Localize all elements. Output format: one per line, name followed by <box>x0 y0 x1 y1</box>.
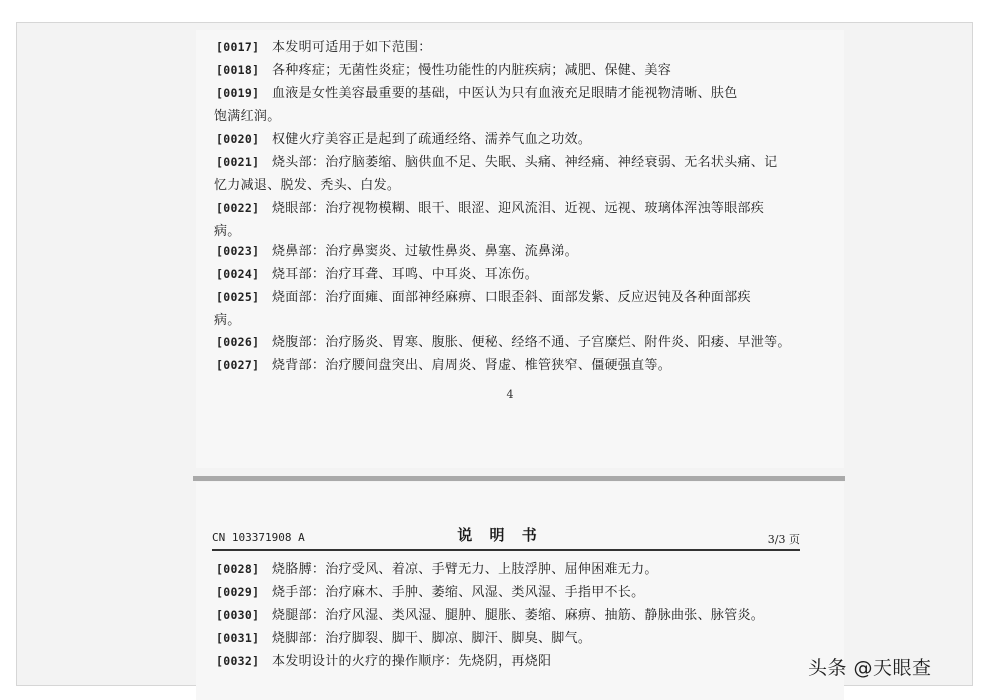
paragraph-text-continued: 病。 <box>214 224 241 239</box>
document-title: 说 明 书 <box>457 526 543 544</box>
paragraph-text: 血液是女性美容最重要的基础，中医认为只有血液充足眼睛才能视物清晰、肤色 <box>272 86 738 101</box>
paragraph-number: [0017] <box>216 40 260 54</box>
paragraph-text-continued: 病。 <box>214 313 241 328</box>
paragraph-text: 本发明可适用于如下范围： <box>272 40 432 55</box>
paragraph-0018 <box>216 59 806 82</box>
paragraph-text: 烧面部：治疗面瘫、面部神经麻痹、口眼歪斜、面部发紫、反应迟钝及各种面部疾 <box>272 290 751 305</box>
paragraph-text: 烧背部：治疗腰间盘突出、肩周炎、肾虚、椎管狭窄、僵硬强直等。 <box>272 358 672 373</box>
page-number: 4 <box>506 388 514 401</box>
paragraph-0028 <box>216 558 806 581</box>
paragraph-0021 <box>216 151 806 197</box>
paragraph-0017 <box>216 36 806 59</box>
paragraph-text: 烧眼部：治疗视物模糊、眼干、眼涩、迎风流泪、近视、远视、玻璃体浑浊等眼部疾 <box>272 201 765 216</box>
paragraph-text: 烧手部：治疗麻木、手肿、萎缩、风湿、类风湿、手指甲不长。 <box>272 585 645 600</box>
paragraph-0023 <box>216 240 806 263</box>
paragraph-number: [0025] <box>216 290 260 304</box>
paragraph-number: [0020] <box>216 132 260 146</box>
paragraph-text: 各种疼症；无菌性炎症；慢性功能性的内脏疾病；减肥、保健、美容 <box>272 63 672 78</box>
paragraph-number: [0029] <box>216 585 260 599</box>
paragraph-text: 烧鼻部：治疗鼻窦炎、过敏性鼻炎、鼻塞、流鼻涕。 <box>272 244 578 259</box>
paragraph-0019 <box>216 82 806 128</box>
paragraph-0027 <box>216 354 806 377</box>
paragraph-0024 <box>216 263 806 286</box>
paragraph-number: [0028] <box>216 562 260 576</box>
paragraph-text-continued: 忆力减退、脱发、秃头、白发。 <box>214 178 401 193</box>
paragraph-0031 <box>216 627 806 650</box>
paragraph-0030 <box>216 604 806 627</box>
publication-number: CN 103371908 A <box>212 531 305 544</box>
paragraph-text: 烧脚部：治疗脚裂、脚干、脚凉、脚汗、脚臭、脚气。 <box>272 631 592 646</box>
paragraph-number: [0019] <box>216 86 260 100</box>
paragraph-number: [0031] <box>216 631 260 645</box>
paragraph-0029 <box>216 581 806 604</box>
paragraph-number: [0021] <box>216 155 260 169</box>
paragraph-number: [0032] <box>216 654 260 668</box>
header-rule <box>212 549 800 551</box>
paragraph-number: [0022] <box>216 201 260 215</box>
paragraph-0022 <box>216 197 806 243</box>
paragraph-number: [0024] <box>216 267 260 281</box>
paragraph-number: [0023] <box>216 244 260 258</box>
paragraph-text: 权健火疗美容正是起到了疏通经络、濡养气血之功效。 <box>272 132 592 147</box>
paragraph-0026 <box>216 331 806 354</box>
page-separator <box>193 476 845 481</box>
page-count: 3/3 页 <box>767 533 800 546</box>
paragraph-text-continued: 饱满红润。 <box>214 109 281 124</box>
paragraph-text: 烧胳膊：治疗受风、着凉、手臂无力、上肢浮肿、屈伸困难无力。 <box>272 562 658 577</box>
paragraph-number: [0026] <box>216 335 260 349</box>
paragraph-text: 烧腹部：治疗肠炎、胃寒、腹胀、便秘、经络不通、子宫糜烂、附件炎、阳痿、早泄等。 <box>272 335 791 350</box>
paragraph-number: [0030] <box>216 608 260 622</box>
watermark: 头条 @天眼查 <box>808 657 932 679</box>
paragraph-text: 烧腿部：治疗风湿、类风湿、腿肿、腿胀、萎缩、麻痹、抽筋、静脉曲张、脉管炎。 <box>272 608 765 623</box>
paragraph-0020 <box>216 128 806 151</box>
paragraph-0032 <box>216 650 806 673</box>
paragraph-text: 烧头部：治疗脑萎缩、脑供血不足、失眠、头痛、神经痛、神经衰弱、无名状头痛、记 <box>272 155 778 170</box>
paragraph-text: 烧耳部：治疗耳聋、耳鸣、中耳炎、耳冻伤。 <box>272 267 539 282</box>
paragraph-0025 <box>216 286 806 332</box>
paragraph-text: 本发明设计的火疗的操作顺序：先烧阴，再烧阳 <box>272 654 552 669</box>
paragraph-number: [0027] <box>216 358 260 372</box>
paragraph-number: [0018] <box>216 63 260 77</box>
